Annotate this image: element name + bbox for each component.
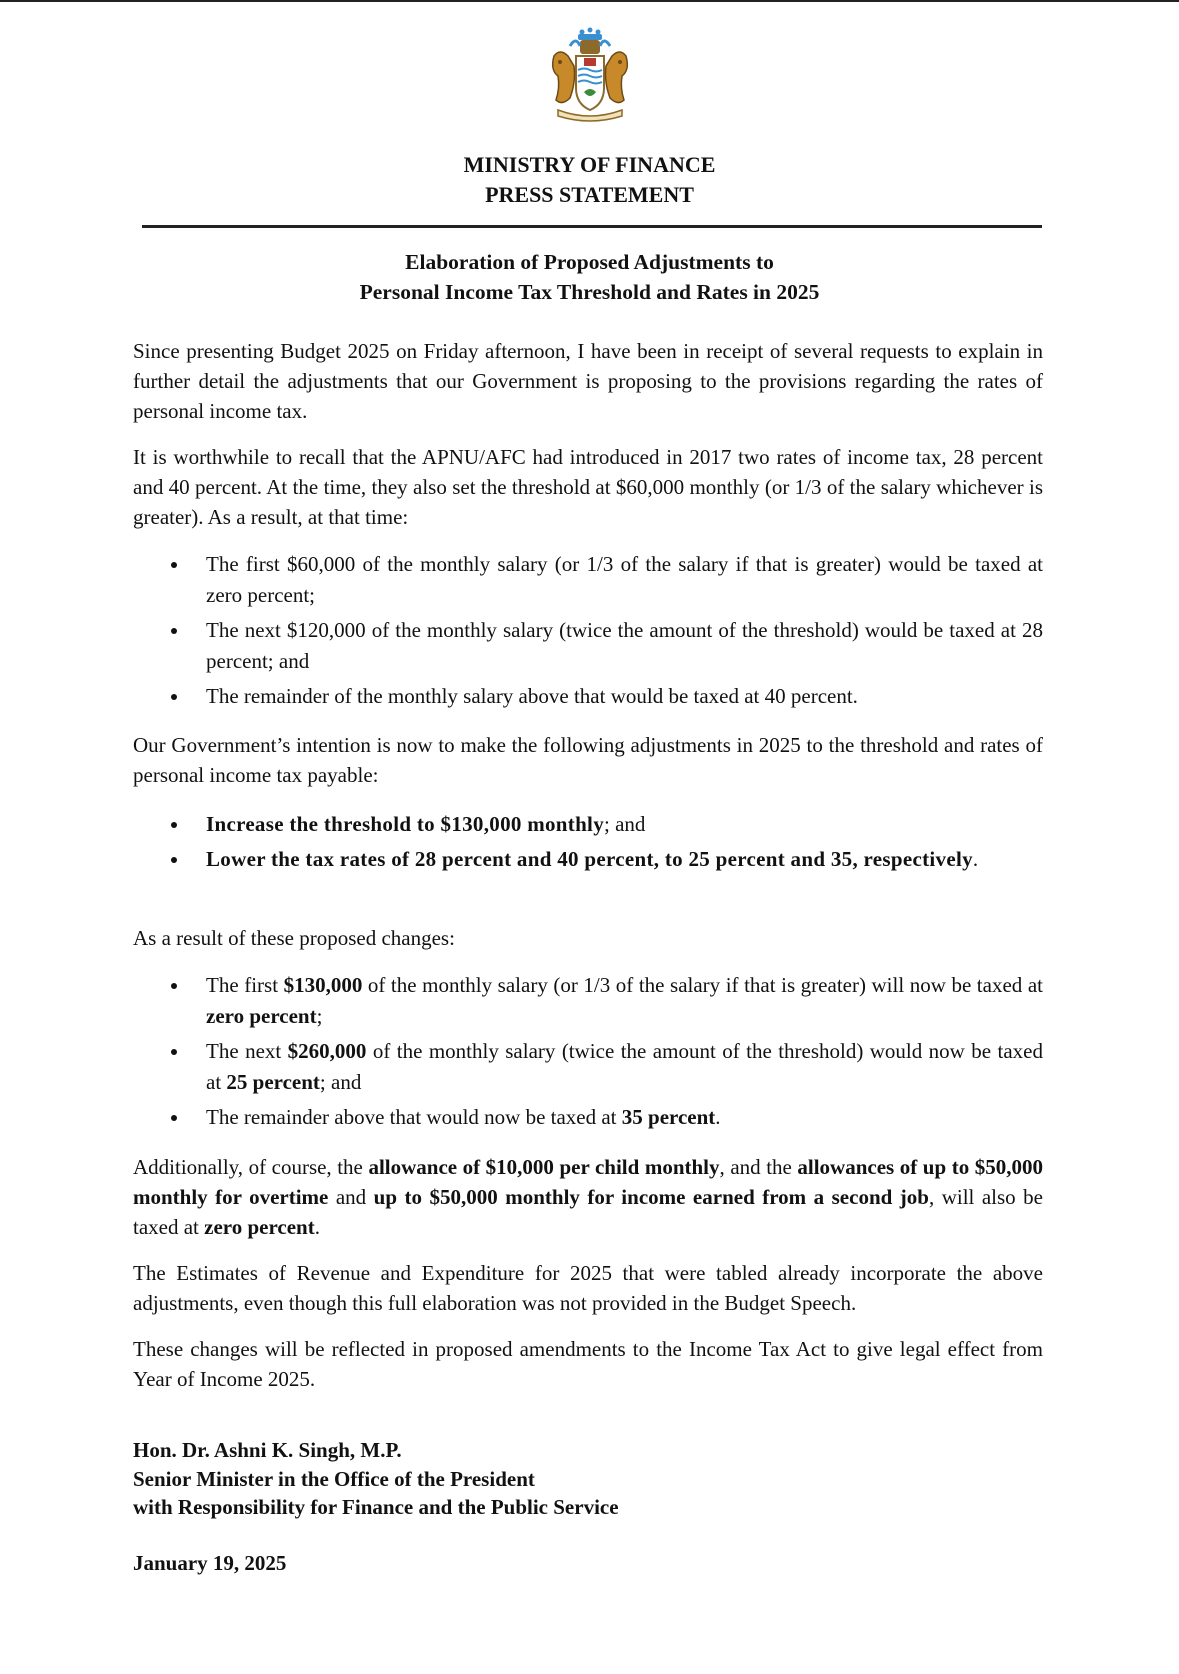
list-2017-rates	[206, 549, 1043, 716]
document-title-line-2: Personal Income Tax Threshold and Rates in 2025	[359, 280, 820, 304]
list-proposed-adjustments	[206, 809, 1043, 879]
paragraph-intro: Since presenting Budget 2025 on Friday afternoon, I have been in receipt of several requests to explain in further detail the adjustments that our Government is proposing to the provisions regarding the rates of personal income tax.	[133, 339, 1043, 423]
signatory-title-line-1: Senior Minister in the Office of the President	[133, 1467, 535, 1491]
list-item: The next $120,000 of the monthly salary (twice the amount of the threshold) would be taxed at 28 percent; and	[206, 615, 1043, 677]
list-item: The first $130,000 of the monthly salary (or 1/3 of the salary if that is greater) will now be taxed at zero percent;	[206, 970, 1043, 1032]
paragraph-estimates: The Estimates of Revenue and Expenditure for 2025 that were tabled already incorporate the above adjustments, even though this full elaboration was not provided in the Budget Speech.	[133, 1261, 1043, 1315]
list-item: The first $60,000 of the monthly salary (or 1/3 of the salary if that is greater) would be taxed at zero percent;	[206, 549, 1043, 611]
paragraph-allowances: Additionally, of course, the allowance of $10,000 per child monthly, and the allowances of up to $50,000 monthly for overtime and up to $50,000 monthly for income earned from a second job, will also be taxed at zero percent.	[133, 1155, 1043, 1239]
signatory-name: Hon. Dr. Ashni K. Singh, M.P.	[133, 1438, 402, 1462]
paragraph-amendments: These changes will be reflected in proposed amendments to the Income Tax Act to give legal effect from Year of Income 2025.	[133, 1337, 1043, 1391]
paragraph-2017-background: It is worthwhile to recall that the APNU/AFC had introduced in 2017 two rates of income tax, 28 percent and 40 percent. At the time, they also set the threshold at $60,000 monthly (or 1/3 of the salary whichever is greater). As a result, at that time:	[133, 445, 1043, 529]
ministry-heading: MINISTRY OF FINANCE	[463, 152, 716, 177]
guyana-coat-of-arms-icon	[540, 26, 640, 126]
document-title-line-1: Elaboration of Proposed Adjustments to	[405, 250, 774, 274]
list-item: Lower the tax rates of 28 percent and 40 percent, to 25 percent and 35, respectively.	[206, 844, 1043, 875]
list-new-rates	[206, 970, 1043, 1137]
signatory-title-line-2: with Responsibility for Finance and the Public Service	[133, 1495, 619, 1519]
header-divider	[142, 225, 1042, 228]
statement-date: January 19, 2025	[133, 1551, 287, 1575]
press-statement-heading: PRESS STATEMENT	[485, 182, 694, 207]
list-item: The next $260,000 of the monthly salary (twice the amount of the threshold) would now be taxed at 25 percent; and	[206, 1036, 1043, 1098]
list-item: The remainder above that would now be taxed at 35 percent.	[206, 1102, 1043, 1133]
top-border	[0, 0, 1179, 2]
paragraph-government-intention: Our Government’s intention is now to make the following adjustments in 2025 to the threshold and rates of personal income tax payable:	[133, 733, 1043, 787]
paragraph-result-intro: As a result of these proposed changes:	[133, 926, 455, 950]
list-item: Increase the threshold to $130,000 monthly; and	[206, 809, 1043, 840]
list-item: The remainder of the monthly salary above that would be taxed at 40 percent.	[206, 681, 1043, 712]
